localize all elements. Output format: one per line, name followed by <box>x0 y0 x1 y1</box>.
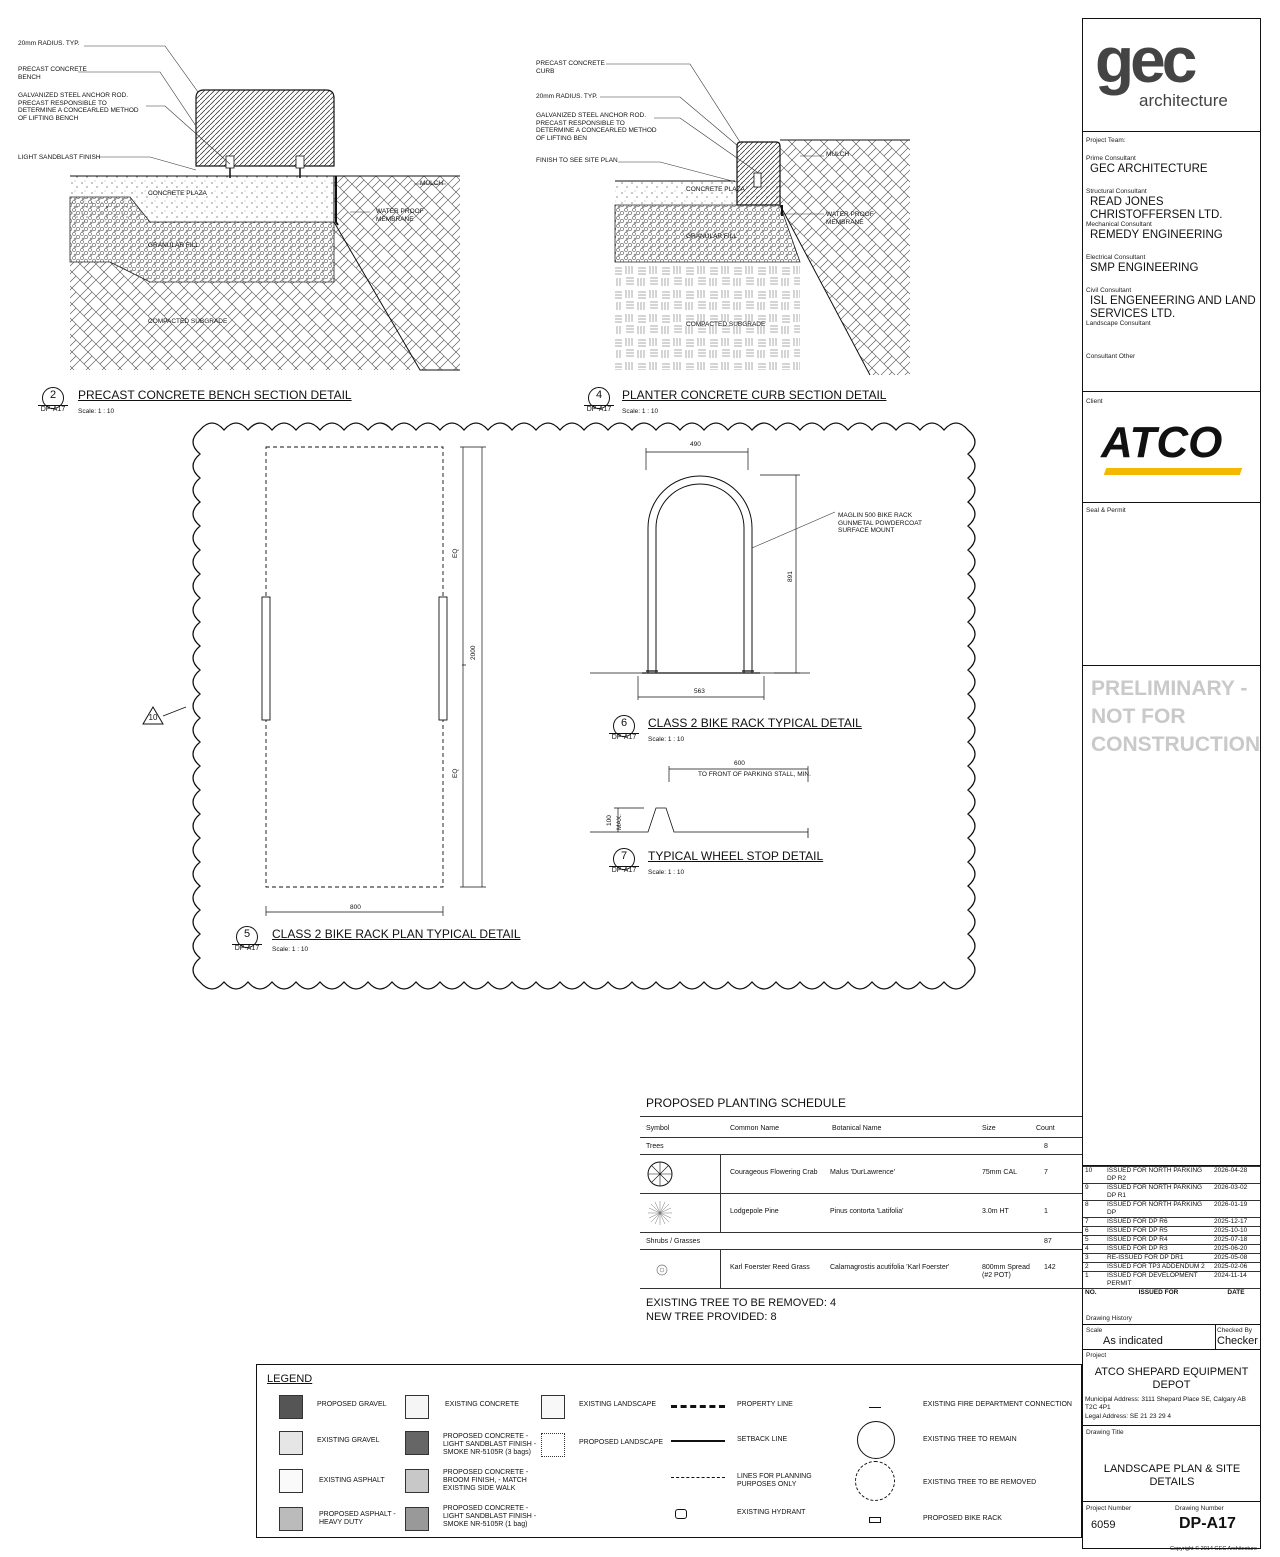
client-label: Client <box>1086 398 1103 405</box>
proposed-gravel-swatch <box>279 1395 303 1419</box>
consultant-role: Prime Consultant <box>1086 155 1136 162</box>
revision-cloud <box>193 423 975 989</box>
d2-note-bench: PRECAST CONCRETE BENCH <box>18 66 87 81</box>
group-trees-name: Trees <box>646 1143 664 1150</box>
d7-tag-num: 7 <box>620 850 628 862</box>
d5-scale: Scale: 1 : 10 <box>272 946 309 953</box>
history-cell-date: 2025-12-17 <box>1212 1218 1260 1227</box>
tree-removed-icon <box>855 1461 895 1501</box>
scale-label: Scale <box>1086 1327 1103 1334</box>
schedule-row <box>640 1155 1082 1194</box>
history-row <box>1083 1236 1260 1245</box>
d4-title: PLANTER CONCRETE CURB SECTION DETAIL <box>622 388 887 402</box>
history-row <box>1083 1184 1260 1201</box>
d2-label-mulch: MULCH <box>420 180 444 187</box>
history-row <box>1083 1167 1260 1184</box>
d2-scale: Scale: 1 : 10 <box>78 408 115 415</box>
d7-scale: Scale: 1 : 10 <box>648 869 685 876</box>
legend-proposed-asphalt: PROPOSED ASPHALT - HEAVY DUTY <box>319 1511 396 1526</box>
drawing-number: DP-A17 <box>1179 1515 1236 1532</box>
history-cell-issued-for: ISSUED FOR NORTH PARKING DP R2 <box>1105 1167 1212 1184</box>
firm-logo-main: gec <box>1095 24 1194 96</box>
consultant-role: Mechanical Consultant <box>1086 221 1152 228</box>
history-row <box>1083 1218 1260 1227</box>
history-cell-no: 3 <box>1083 1254 1105 1263</box>
legend-title: LEGEND <box>267 1373 313 1385</box>
history-cell-no: 8 <box>1083 1201 1105 1218</box>
consultant-name: REMEDY ENGINEERING <box>1090 229 1223 241</box>
d6-dim-bottom: 563 <box>694 688 705 695</box>
d2-label-fill: GRANULAR FILL <box>148 242 199 249</box>
proposed-concrete-broom-swatch <box>405 1469 429 1493</box>
d6-tag-num: 6 <box>620 717 628 729</box>
history-row <box>1083 1254 1260 1263</box>
history-row <box>1083 1227 1260 1236</box>
consultant-role: Consultant Other <box>1086 353 1136 360</box>
d4-label-subgrade: COMPACTED SUBGRADE <box>686 321 766 328</box>
d4-tag-num: 4 <box>595 389 603 401</box>
watermark: PRELIMINARY - NOT FOR CONSTRUCTION <box>1091 677 1261 756</box>
d7-dim-length: 600 <box>734 760 745 767</box>
legend-proposed-landscape: PROPOSED LANDSCAPE <box>579 1439 664 1446</box>
hydrant-icon <box>675 1509 687 1519</box>
d2-tag-sheet: DP-A17 <box>38 405 68 414</box>
d5-tag-sheet: DP-A17 <box>232 944 262 953</box>
legend-existing-hydrant: EXISTING HYDRANT <box>737 1509 806 1516</box>
consultant-role: Electrical Consultant <box>1086 254 1146 261</box>
group-shrubs-name: Shrubs / Grasses <box>646 1238 701 1245</box>
scale-panel <box>1083 1324 1260 1350</box>
legend-tree-removed: EXISTING TREE TO BE REMOVED <box>923 1479 1037 1486</box>
history-cell-date: 2026-04-28 <box>1212 1167 1260 1184</box>
detail-5-graphic <box>262 447 486 916</box>
firm-logo-sub: architecture <box>1139 91 1228 110</box>
planting-schedule <box>640 1090 1082 1324</box>
history-cell-date: 2026-03-02 <box>1212 1184 1260 1201</box>
firm-logo-panel <box>1083 19 1260 132</box>
row-count: 142 <box>1044 1264 1056 1271</box>
detail-6-graphic <box>590 448 835 700</box>
d2-label-membrane: WATER PROOF MEMBRANE <box>376 208 424 223</box>
setback-line-icon <box>671 1440 725 1442</box>
history-cell-issued-for: ISSUED FOR DEVELOPMENT PERMIT <box>1105 1272 1212 1289</box>
history-cell-issued-for: ISSUED FOR NORTH PARKING DP R1 <box>1105 1184 1212 1201</box>
title-block <box>1082 18 1261 1549</box>
history-cell-issued-for: ISSUED FOR NORTH PARKING DP <box>1105 1201 1212 1218</box>
history-row <box>1083 1245 1260 1254</box>
legend-planning-lines: LINES FOR PLANNING PURPOSES ONLY <box>737 1473 812 1488</box>
project-name: ATCO SHEPARD EQUIPMENT DEPOT <box>1094 1366 1249 1391</box>
header-count: Count <box>1036 1125 1055 1132</box>
reed-grass-symbol-icon <box>644 1250 684 1288</box>
consultant-name: ISL ENGENEERING AND LAND SERVICES LTD. <box>1090 295 1256 320</box>
d4-label-membrane: WATER PROOF MEMBRANE <box>826 211 874 226</box>
d4-label-fill: GRANULAR FILL <box>686 233 737 240</box>
d4-note-finish: FINISH TO SEE SITE PLAN <box>536 157 618 164</box>
header-common: Common Name <box>730 1125 780 1132</box>
history-cell-date: 2025-02-06 <box>1212 1263 1260 1272</box>
history-cell-date: 2026-01-19 <box>1212 1201 1260 1218</box>
row-size: 3.0m HT <box>982 1208 1009 1215</box>
d7-note: TO FRONT OF PARKING STALL, MIN. <box>698 771 811 778</box>
seal-divider <box>1083 665 1260 666</box>
d5-tag-num: 5 <box>243 928 251 940</box>
d4-note-curb: PRECAST CONCRETE CURB <box>536 60 605 75</box>
municipal-address: Municipal Address: 3111 Shepard Place SE, Calgary AB T2C 4P1 <box>1085 1396 1246 1411</box>
d4-scale: Scale: 1 : 10 <box>622 408 659 415</box>
existing-landscape-swatch <box>541 1395 565 1419</box>
planting-schedule-title: PROPOSED PLANTING SCHEDULE <box>640 1090 1082 1117</box>
planning-line-icon <box>671 1477 725 1478</box>
existing-gravel-swatch <box>279 1431 303 1455</box>
d4-label-mulch: MULCH <box>826 151 850 158</box>
row-count: 1 <box>1044 1208 1048 1215</box>
legend-property-line: PROPERTY LINE <box>737 1401 793 1408</box>
header-size: Size <box>982 1125 996 1132</box>
d7-title: TYPICAL WHEEL STOP DETAIL <box>648 849 824 863</box>
project-team-label: Project Team: <box>1086 137 1126 144</box>
d2-title: PRECAST CONCRETE BENCH SECTION DETAIL <box>78 388 352 402</box>
history-header-no: NO. <box>1083 1289 1105 1298</box>
d6-dim-top: 490 <box>690 441 701 448</box>
history-cell-date: 2025-10-10 <box>1212 1227 1260 1236</box>
history-cell-issued-for: ISSUED FOR DP R5 <box>1105 1227 1212 1236</box>
proposed-landscape-swatch <box>541 1433 565 1457</box>
checked-label: Checked By <box>1217 1327 1253 1334</box>
history-row <box>1083 1201 1260 1218</box>
header-symbol: Symbol <box>646 1125 670 1132</box>
scale-value: As indicated <box>1103 1335 1163 1347</box>
drawing-title-label: Drawing Title <box>1086 1429 1124 1436</box>
row-common: Lodgepole Pine <box>730 1208 779 1215</box>
consultant-role: Landscape Consultant <box>1086 320 1151 327</box>
fire-connection-icon <box>869 1395 881 1408</box>
history-cell-no: 2 <box>1083 1263 1105 1272</box>
d7-tag-sheet: DP-A17 <box>609 866 639 875</box>
history-row <box>1083 1263 1260 1272</box>
legend-existing-gravel: EXISTING GRAVEL <box>317 1437 380 1444</box>
schedule-row <box>640 1250 1082 1289</box>
d6-note: MAGLIN 500 BIKE RACK GUNMETAL POWDERCOAT SURFACE MOUNT <box>838 512 922 534</box>
history-cell-no: 4 <box>1083 1245 1105 1254</box>
d4-label-plaza: CONCRETE PLAZA <box>686 186 745 193</box>
d5-dim-eq-top: EQ <box>452 548 459 558</box>
legend-existing-landscape: EXISTING LANDSCAPE <box>579 1401 657 1408</box>
d2-note-radius: 20mm RADIUS. TYP. <box>18 40 80 47</box>
schedule-header-row <box>640 1117 1082 1138</box>
row-common: Karl Foerster Reed Grass <box>730 1264 810 1271</box>
legend-fire-connection: EXISTING FIRE DEPARTMENT CONNECTION <box>923 1401 1072 1408</box>
row-size: 75mm CAL <box>982 1169 1018 1176</box>
revision-tag-num: 10 <box>148 713 158 722</box>
drawing-history <box>1083 1165 1260 1297</box>
history-cell-date: 2024-11-14 <box>1212 1272 1260 1289</box>
consultant-name: GEC ARCHITECTURE <box>1090 163 1208 175</box>
drawing-title: LANDSCAPE PLAN & SITE DETAILS <box>1103 1463 1241 1488</box>
history-cell-no: 7 <box>1083 1218 1105 1227</box>
proposed-concrete-sandblast-swatch <box>405 1431 429 1455</box>
history-cell-issued-for: ISSUED FOR TP3 ADDENDUM 2 <box>1105 1263 1212 1272</box>
consultant-role: Civil Consultant <box>1086 287 1132 294</box>
existing-concrete-swatch <box>405 1395 429 1419</box>
legend-proposed-concrete-3bags: PROPOSED CONCRETE - LIGHT SANDBLAST FINISH - SMOKE NR-5105R (3 bags) <box>443 1433 537 1456</box>
history-row <box>1083 1272 1260 1289</box>
d4-tag-sheet: DP-A17 <box>584 405 614 414</box>
schedule-summary-removed: EXISTING TREE TO BE REMOVED: 4 <box>646 1297 837 1309</box>
schedule-summary-provided: NEW TREE PROVIDED: 8 <box>646 1311 777 1323</box>
project-label: Project <box>1086 1352 1107 1359</box>
proposed-asphalt-swatch <box>279 1507 303 1531</box>
history-cell-no: 6 <box>1083 1227 1105 1236</box>
project-number-label: Project Number <box>1086 1505 1132 1512</box>
d2-label-plaza: CONCRETE PLAZA <box>148 190 207 197</box>
history-cell-issued-for: ISSUED FOR DP R3 <box>1105 1245 1212 1254</box>
d5-title: CLASS 2 BIKE RACK PLAN TYPICAL DETAIL <box>272 927 521 941</box>
flowering-crab-symbol-icon <box>644 1155 684 1193</box>
d2-note-anchor: GALVANIZED STEEL ANCHOR ROD. PRECAST RESPONSIBLE TO DETERMINE A CONCEARLED METHOD OF LIFTING BENCH <box>18 92 139 122</box>
existing-asphalt-swatch <box>279 1469 303 1493</box>
d6-scale: Scale: 1 : 10 <box>648 736 685 743</box>
row-botanical: Pinus contorta 'Latifolia' <box>830 1208 904 1215</box>
legend-tree-remain: EXISTING TREE TO REMAIN <box>923 1436 1017 1443</box>
d6-tag-sheet: DP-A17 <box>609 733 639 742</box>
tree-remain-icon <box>857 1421 895 1459</box>
project-number: 6059 <box>1091 1519 1116 1531</box>
checked-value: Checker <box>1217 1335 1258 1347</box>
history-cell-issued-for: ISSUED FOR DP R4 <box>1105 1236 1212 1245</box>
history-table <box>1083 1166 1260 1297</box>
bike-rack-icon <box>869 1517 881 1523</box>
seal-label: Seal & Permit <box>1086 507 1126 514</box>
legend-proposed-gravel: PROPOSED GRAVEL <box>317 1401 387 1408</box>
d7-dim-height: 100 <box>606 815 613 826</box>
legend-setback-line: SETBACK LINE <box>737 1436 788 1443</box>
legend-proposed-concrete-broom: PROPOSED CONCRETE - BROOM FINISH, - MATCH EXISTING SIDE WALK <box>443 1469 529 1492</box>
header-botanical: Botanical Name <box>832 1125 882 1132</box>
schedule-row <box>640 1194 1082 1233</box>
history-cell-no: 10 <box>1083 1167 1105 1184</box>
d4-note-radius: 20mm RADIUS. TYP. <box>536 93 598 100</box>
d2-note-finish: LIGHT SANDBLAST FINISH <box>18 154 101 161</box>
legend-existing-concrete: EXISTING CONCRETE <box>445 1401 519 1408</box>
consultant-role: Structural Consultant <box>1086 188 1147 195</box>
legend-bike-rack: PROPOSED BIKE RACK <box>923 1515 1002 1522</box>
history-cell-no: 1 <box>1083 1272 1105 1289</box>
proposed-concrete-1bag-swatch <box>405 1507 429 1531</box>
drawing-history-label: Drawing History <box>1086 1315 1132 1322</box>
d5-dim-eq-bottom: EQ <box>452 768 459 778</box>
schedule-group-shrubs <box>640 1233 1082 1250</box>
client-logo: ATCO <box>1101 418 1223 467</box>
row-botanical: Malus 'DurLawrence' <box>830 1169 895 1176</box>
d5-dim-height: 2000 <box>470 645 477 660</box>
client-logo-bar <box>1104 468 1243 475</box>
consultant-name: READ JONES CHRISTOFFERSEN LTD. <box>1090 196 1223 221</box>
d6-title: CLASS 2 BIKE RACK TYPICAL DETAIL <box>648 716 862 730</box>
d6-dim-height: 891 <box>787 571 794 582</box>
history-cell-no: 5 <box>1083 1236 1105 1245</box>
history-cell-date: 2025-05-08 <box>1212 1254 1260 1263</box>
drawing-number-label: Drawing Number <box>1175 1505 1224 1512</box>
schedule-group-trees <box>640 1138 1082 1155</box>
client-panel <box>1083 391 1260 503</box>
d4-note-anchor: GALVANIZED STEEL ANCHOR ROD. PRECAST RESPONSIBLE TO DETERMINE A CONCEARLED METHOD OF LIFTING BEN <box>536 112 657 142</box>
property-line-icon <box>671 1405 725 1408</box>
legend-proposed-concrete-1bag: PROPOSED CONCRETE - LIGHT SANDBLAST FINISH - SMOKE NR-5105R (1 bag) <box>443 1505 537 1528</box>
history-cell-date: 2025-07-18 <box>1212 1236 1260 1245</box>
d5-dim-width: 800 <box>350 904 361 911</box>
history-cell-issued-for: ISSUED FOR DP R6 <box>1105 1218 1212 1227</box>
legal-address: Legal Address: SE 21 23 29 4 <box>1085 1413 1172 1420</box>
history-cell-issued-for: RE-ISSUED FOR DP DR1 <box>1105 1254 1212 1263</box>
group-trees-count: 8 <box>1044 1143 1048 1150</box>
group-shrubs-count: 87 <box>1044 1238 1052 1245</box>
history-cell-no: 9 <box>1083 1184 1105 1201</box>
history-header-issued: ISSUED FOR <box>1105 1289 1212 1298</box>
legend <box>256 1364 1082 1538</box>
legend-existing-asphalt: EXISTING ASPHALT <box>319 1477 385 1484</box>
row-common: Courageous Flowering Crab <box>730 1169 818 1176</box>
copyright: Copyright © 2014 GEC Architecture <box>1170 1546 1257 1552</box>
row-size: 800mm Spread (#2 POT) <box>982 1264 1030 1279</box>
d7-dim-max: MAX. <box>616 814 623 830</box>
history-cell-date: 2025-06-20 <box>1212 1245 1260 1254</box>
row-botanical: Calamagrostis acutifolia 'Karl Foerster' <box>830 1264 950 1271</box>
d2-label-subgrade: COMPACTED SUBGRADE <box>148 318 228 325</box>
consultant-name: SMP ENGINEERING <box>1090 262 1199 274</box>
lodgepole-pine-symbol-icon <box>644 1194 684 1232</box>
row-count: 7 <box>1044 1169 1048 1176</box>
history-header-date: DATE <box>1212 1289 1260 1298</box>
d2-tag-num: 2 <box>49 389 57 401</box>
